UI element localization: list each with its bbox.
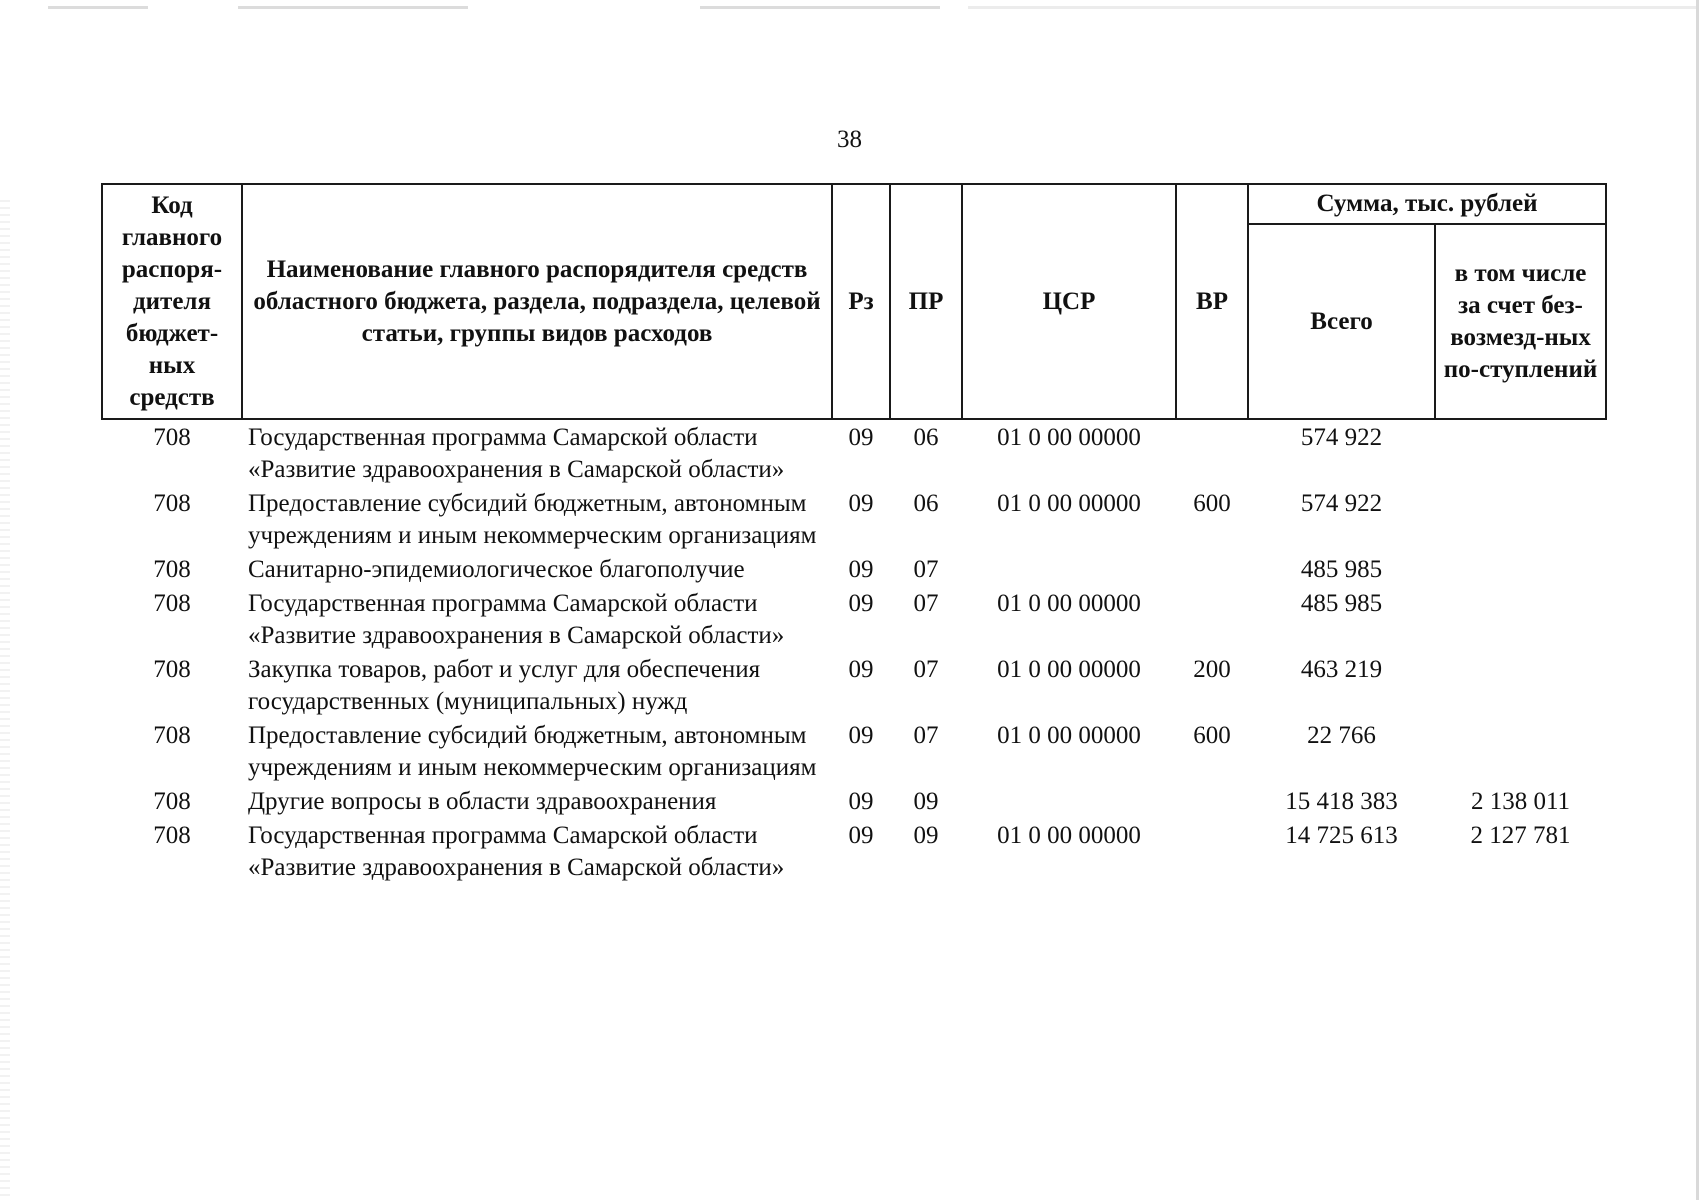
cell-total: 22 766: [1307, 722, 1376, 749]
table-row: [102, 486, 1606, 552]
cell-pr: 09: [913, 788, 939, 815]
cell-csr: 01 0 00 00000: [997, 424, 1141, 451]
header-grant: в том числе за счет без-возмезд-ных по-ступлений: [1435, 224, 1606, 419]
cell-vr: 200: [1193, 656, 1231, 683]
table-row: [102, 419, 1606, 486]
cell-pr: 07: [913, 590, 939, 617]
cell-total: 15 418 383: [1285, 788, 1398, 815]
cell-name: Государственная программа Самарской области «Развитие здравоохранения в Самарской области»: [248, 822, 785, 881]
cell-grant: 2 138 011: [1470, 788, 1571, 815]
cell-rz: 09: [848, 424, 874, 451]
cell-vr: [1176, 586, 1248, 652]
cell-vr: [1176, 552, 1248, 586]
cell-pr: 07: [913, 556, 939, 583]
cell-rz: 09: [848, 656, 874, 683]
table-row: [102, 552, 1606, 586]
cell-pr: 06: [913, 490, 939, 517]
cell-code: 708: [153, 788, 191, 815]
cell-grant: 2 127 781: [1470, 822, 1571, 849]
cell-pr: 07: [913, 722, 939, 749]
cell-grant: [1435, 552, 1606, 586]
table-row: [102, 652, 1606, 718]
page-number: 38: [837, 126, 862, 153]
cell-rz: 09: [848, 722, 874, 749]
cell-name: Государственная программа Самарской области «Развитие здравоохранения в Самарской области»: [248, 424, 785, 483]
cell-code: 708: [153, 656, 191, 683]
header-code: Код главного распоря-дителя бюджет-ных средств: [102, 184, 242, 419]
cell-pr: 07: [913, 656, 939, 683]
cell-name: Государственная программа Самарской области «Развитие здравоохранения в Самарской области»: [248, 590, 785, 649]
cell-code: 708: [153, 556, 191, 583]
budget-table: [101, 183, 1607, 884]
cell-grant: [1435, 718, 1606, 784]
cell-total: 574 922: [1300, 424, 1383, 451]
scan-border-left: [0, 200, 10, 1200]
header-pr: ПР: [890, 184, 962, 419]
cell-total: 463 219: [1300, 656, 1383, 683]
header-sum: Сумма, тыс. рублей: [1248, 184, 1606, 224]
cell-code: 708: [153, 490, 191, 517]
cell-code: 708: [153, 822, 191, 849]
cell-name: Санитарно-эпидемиологическое благополучие: [248, 556, 745, 583]
cell-csr: 01 0 00 00000: [997, 590, 1141, 617]
table-row: [102, 784, 1606, 818]
cell-name: Другие вопросы в области здравоохранения: [248, 788, 717, 815]
cell-name: Закупка товаров, работ и услуг для обеспечения государственных (муниципальных) нужд: [248, 656, 761, 715]
header-rz: Рз: [832, 184, 890, 419]
cell-rz: 09: [848, 788, 874, 815]
cell-total: 14 725 613: [1285, 822, 1398, 849]
cell-csr: 01 0 00 00000: [997, 490, 1141, 517]
cell-vr: [1176, 784, 1248, 818]
cell-rz: 09: [848, 822, 874, 849]
cell-vr: [1176, 818, 1248, 884]
cell-total: 485 985: [1300, 556, 1383, 583]
cell-grant: [1435, 486, 1606, 552]
cell-csr: 01 0 00 00000: [997, 722, 1141, 749]
cell-grant: [1435, 586, 1606, 652]
cell-csr: 01 0 00 00000: [997, 822, 1141, 849]
cell-rz: 09: [848, 490, 874, 517]
cell-vr: 600: [1193, 490, 1231, 517]
header-vr: ВР: [1176, 184, 1248, 419]
cell-vr: [1176, 419, 1248, 486]
cell-code: 708: [153, 722, 191, 749]
header-csr: ЦСР: [962, 184, 1176, 419]
cell-csr: 01 0 00 00000: [997, 656, 1141, 683]
header-name: Наименование главного распорядителя средств областного бюджета, раздела, подраздела, целевой статьи, группы видов расходов: [242, 184, 832, 419]
scan-border-top: [0, 0, 1699, 18]
cell-csr: [962, 552, 1176, 586]
cell-rz: 09: [848, 556, 874, 583]
cell-pr: 09: [913, 822, 939, 849]
table-header: [102, 184, 1606, 419]
cell-csr: [962, 784, 1176, 818]
cell-rz: 09: [848, 590, 874, 617]
table-row: [102, 718, 1606, 784]
cell-code: 708: [153, 424, 191, 451]
cell-total: 574 922: [1300, 490, 1383, 517]
header-total: Всего: [1248, 224, 1435, 419]
cell-name: Предоставление субсидий бюджетным, автономным учреждениям и иным некоммерческим организациям: [248, 490, 817, 549]
cell-grant: [1435, 652, 1606, 718]
cell-name: Предоставление субсидий бюджетным, автономным учреждениям и иным некоммерческим организациям: [248, 722, 817, 781]
table-row: [102, 818, 1606, 884]
cell-pr: 06: [913, 424, 939, 451]
cell-total: 485 985: [1300, 590, 1383, 617]
table-body: [102, 419, 1606, 884]
cell-grant: [1435, 419, 1606, 486]
table-row: [102, 586, 1606, 652]
cell-vr: 600: [1193, 722, 1231, 749]
cell-code: 708: [153, 590, 191, 617]
